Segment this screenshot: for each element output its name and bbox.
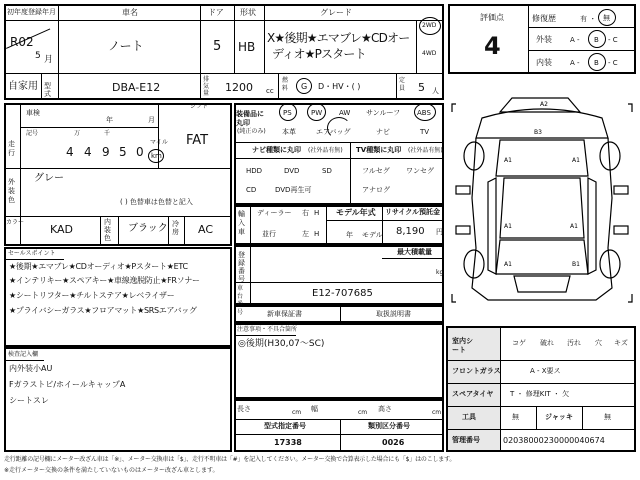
footer-line2: ※走行メーター交換の条件を満たしていないものはメーター改ざん車とします。 [4, 467, 219, 474]
header-table [4, 4, 444, 100]
shift: FAT [186, 133, 209, 148]
exterior-color-label: 外装色 [8, 178, 15, 204]
inspection-label: 車検 [26, 109, 40, 117]
car-name-label: 車名 [122, 8, 138, 17]
displacement: 1200 [225, 81, 253, 94]
diagram-label-a1: A1 [570, 223, 578, 230]
grade-line2: ディオ★Pスタート [272, 47, 366, 61]
mileage-digit: 4 [66, 145, 74, 159]
sales-line: ★シートリフター★チルトステア★レベライザー [9, 291, 175, 300]
diagram-label-a1: A1 [504, 223, 512, 230]
mileage-digit: 4 [84, 145, 92, 159]
fuel-label: 燃料 [282, 77, 289, 92]
inspector-line: 内外装小AU [9, 364, 53, 373]
interior-grade-label: 内装 [536, 58, 552, 67]
car-name: ノート [108, 39, 144, 53]
score-label: 評価点 [480, 13, 504, 22]
capacity: 5 [418, 81, 425, 94]
recycle-value: 8,190 [396, 226, 425, 237]
shift-label: シフト [190, 103, 209, 110]
body-label: 形状 [240, 8, 256, 17]
exterior-grade: B [594, 36, 599, 44]
vin: E12-707685 [312, 288, 373, 299]
repair-options: 有 ・ [580, 15, 597, 23]
equipment-label: 装備品に丸印 [236, 110, 264, 127]
class-value: 0026 [382, 438, 405, 447]
ac: AC [198, 223, 214, 236]
sales-line: ★プライバシーガラス★フロアマット★SRSエアバッグ [9, 306, 197, 315]
mileage-digit: 9 [102, 145, 110, 159]
notes-value: ◎後期(H30,07～SC) [238, 339, 325, 349]
model: DBA-E12 [112, 81, 161, 94]
sales-line: ★インテリキー★スペアキー★車線逸脱防止★FRソナー [9, 276, 200, 285]
diagram-label-b1: B1 [572, 261, 580, 268]
footer-line1: 走行距離の記号欄にメーター改ざん車は「※」、メーター交換車は「$」、走行不明車は「#」を記入してください。メーター交換で合算表示した場合にも「$」はのこします。 [4, 456, 456, 463]
inspector-line: シートスレ [9, 396, 49, 405]
travel-label: 走行 [8, 140, 15, 157]
mileage-digit: 0 [136, 145, 144, 159]
drive-4wd: 4WD [422, 50, 437, 57]
km-label: km [151, 152, 162, 160]
repair-label: 修復歴 [532, 14, 556, 23]
diagram-label-a1: A1 [504, 261, 512, 268]
mileage-digit: 5 [119, 145, 127, 159]
warranty-row [234, 305, 444, 323]
fuel-options: D・HV・( ) [318, 82, 361, 91]
exterior-grade-label: 外装 [536, 35, 552, 44]
capacity-label: 定員 [399, 77, 406, 92]
color-code: KAD [50, 223, 74, 236]
diagram-label-b3: B3 [534, 129, 542, 136]
exterior-color-note: ( ) 色替車は色替と記入 [120, 198, 193, 206]
first-reg-month: 5 [35, 51, 41, 61]
diagram-label-a1: A1 [504, 157, 512, 164]
sales-line: ★後期★エマブレ★CDオーディオ★Pスタート★ETC [9, 262, 188, 271]
mgmt-value: 02038000230000040674 [503, 436, 605, 445]
car-damage-diagram [448, 78, 636, 322]
exterior-color: グレー [34, 173, 64, 184]
score-value: 4 [484, 32, 501, 60]
type-designation: 17338 [274, 438, 302, 447]
grade-line1: X★後期★エマブレ★CDオー [267, 31, 410, 45]
grade-label: グレード [320, 8, 352, 17]
first-reg-year: R02 [10, 35, 34, 49]
doors: 5 [213, 39, 222, 54]
displacement-label: 排気量 [203, 76, 210, 97]
usage: 自家用 [8, 81, 38, 92]
interior-grade: B [594, 59, 599, 67]
month-unit: 月 [44, 55, 54, 65]
door-label: ドア [208, 8, 224, 17]
first-reg-label: 初年度登録年月 [7, 8, 56, 16]
person-unit: 人 [432, 87, 439, 95]
body-type: HB [238, 40, 256, 54]
diagram-label-a2: A2 [540, 101, 548, 108]
model-label: 型式 [44, 82, 51, 98]
fuel-g: G [301, 82, 308, 91]
diagram-label-a1: A1 [572, 157, 580, 164]
repair-none: 無 [603, 14, 610, 22]
interior-color: ブラック [128, 223, 168, 234]
inspector-line: Fガラストビ/ホイールキャップA [9, 380, 126, 389]
cc-unit: cc [266, 87, 274, 95]
drive-2wd: 2WD [422, 22, 437, 29]
